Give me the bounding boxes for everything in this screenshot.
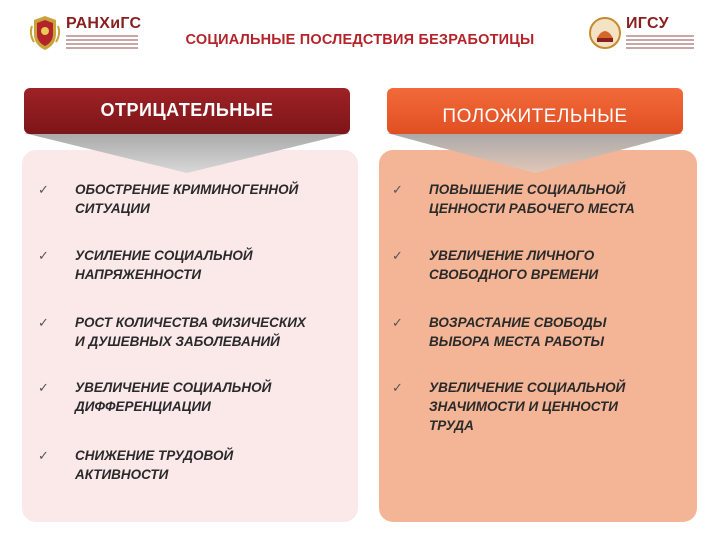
checkmark-icon: ✓ — [392, 315, 403, 330]
positive-item-text: ВОЗРАСТАНИЕ СВОБОДЫ ВЫБОРА МЕСТА РАБОТЫ — [429, 315, 607, 349]
igsu-logo-name: ИГСУ — [626, 14, 669, 32]
negative-item-text: УСИЛЕНИЕ СОЦИАЛЬНОЙ НАПРЯЖЕННОСТИ — [75, 248, 253, 282]
checkmark-icon: ✓ — [392, 182, 403, 197]
igsu-logo — [588, 14, 694, 52]
positive-list-item — [392, 313, 692, 351]
negative-heading-banner — [24, 88, 350, 134]
negative-list-item — [38, 313, 348, 351]
negative-item-text: УВЕЛИЧЕНИЕ СОЦИАЛЬНОЙ ДИФФЕРЕНЦИАЦИИ — [75, 380, 272, 414]
checkmark-icon: ✓ — [38, 182, 49, 197]
positive-list-item — [392, 378, 692, 435]
negative-item-text: РОСТ КОЛИЧЕСТВА ФИЗИЧЕСКИХ И ДУШЕВНЫХ ЗАБОЛЕВАНИЙ — [75, 315, 306, 349]
ranepa-logo-subtitle-lines — [66, 35, 138, 49]
negative-heading: ОТРИЦАТЕЛЬНЫЕ — [100, 100, 274, 120]
page-title: СОЦИАЛЬНЫЕ ПОСЛЕДСТВИЯ БЕЗРАБОТИЦЫ — [185, 32, 535, 48]
checkmark-icon: ✓ — [38, 448, 49, 463]
ranepa-logo — [28, 14, 141, 52]
checkmark-icon: ✓ — [38, 380, 49, 395]
negative-list-item — [38, 378, 348, 416]
negative-item-text: ОБОСТРЕНИЕ КРИМИНОГЕННОЙ СИТУАЦИИ — [75, 182, 299, 216]
positive-item-text: ПОВЫШЕНИЕ СОЦИАЛЬНОЙ ЦЕННОСТИ РАБОЧЕГО МЕСТА — [429, 182, 635, 216]
checkmark-icon: ✓ — [392, 248, 403, 263]
positive-heading: ПОЛОЖИТЕЛЬНЫЕ — [442, 106, 628, 127]
checkmark-icon: ✓ — [392, 380, 403, 395]
negative-list-item — [38, 446, 348, 484]
negative-list-item — [38, 246, 348, 284]
ranepa-emblem-icon — [28, 14, 62, 52]
positive-heading-banner — [387, 88, 683, 134]
checkmark-icon: ✓ — [38, 315, 49, 330]
negative-chevron-shape — [24, 133, 350, 175]
positive-list-item — [392, 246, 692, 284]
positive-list-item — [392, 180, 692, 218]
checkmark-icon: ✓ — [38, 248, 49, 263]
negative-list-item — [38, 180, 348, 218]
ranepa-logo-name: РАНХиГС — [66, 14, 142, 32]
igsu-logo-subtitle-lines — [626, 35, 694, 49]
positive-item-text: УВЕЛИЧЕНИЕ ЛИЧНОГО СВОБОДНОГО ВРЕМЕНИ — [429, 248, 599, 282]
negative-item-text: СНИЖЕНИЕ ТРУДОВОЙ АКТИВНОСТИ — [75, 448, 234, 482]
igsu-emblem-icon — [588, 14, 622, 52]
positive-chevron-shape — [387, 133, 683, 175]
positive-item-text: УВЕЛИЧЕНИЕ СОЦИАЛЬНОЙ ЗНАЧИМОСТИ И ЦЕННОСТИ ТРУДА — [429, 380, 626, 433]
